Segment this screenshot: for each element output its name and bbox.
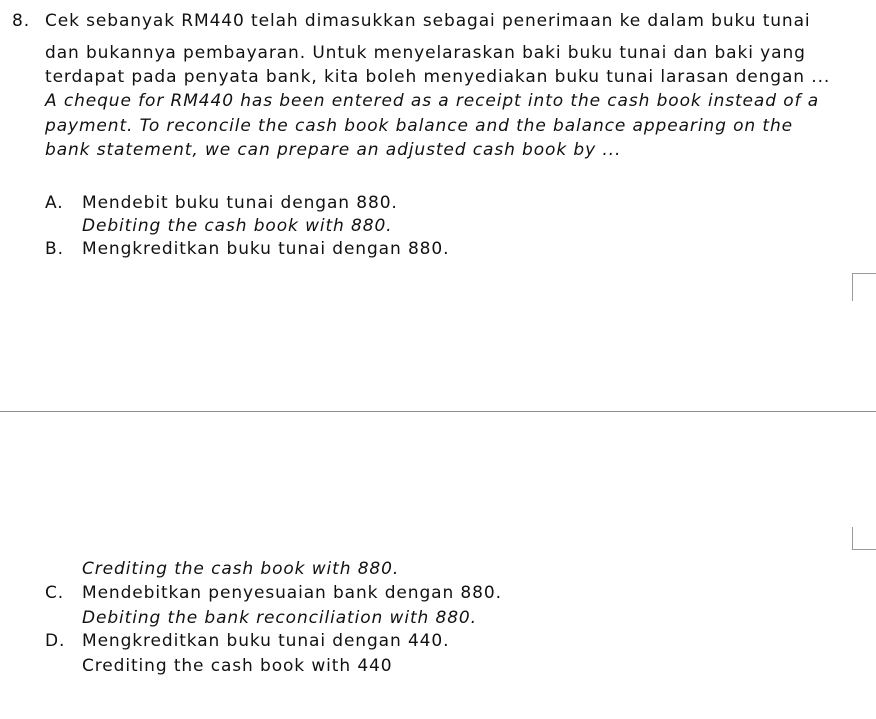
- question-malay-line-3: terdapat pada penyata bank, kita boleh menyediakan buku tunai larasan dengan ...: [45, 67, 831, 87]
- option-c-malay: Mendebitkan penyesuaian bank dengan 880.: [82, 583, 502, 603]
- option-b-malay: Mengkreditkan buku tunai dengan 880.: [82, 239, 450, 259]
- page-divider: [0, 411, 876, 412]
- question-english-line-1: A cheque for RM440 has been entered as a receipt into the cash book instead of a: [45, 91, 820, 111]
- question-malay-line-2: dan bukannya pembayaran. Untuk menyelaraskan baki buku tunai dan baki yang: [45, 43, 806, 63]
- option-b-label: B.: [45, 239, 64, 259]
- question-english-line-3: bank statement, we can prepare an adjusted cash book by ...: [45, 140, 622, 160]
- option-d-label: D.: [45, 631, 66, 651]
- question-malay-line-1: Cek sebanyak RM440 telah dimasukkan sebagai penerimaan ke dalam buku tunai: [45, 11, 811, 31]
- option-b-english: Crediting the cash book with 880.: [82, 559, 400, 579]
- page-corner-top: [852, 273, 876, 301]
- page-corner-bottom: [852, 527, 876, 550]
- option-a-english: Debiting the cash book with 880.: [82, 216, 393, 236]
- option-c-english: Debiting the bank reconciliation with 880.: [82, 608, 477, 628]
- question-number: 8.: [12, 11, 31, 31]
- question-english-line-2: payment. To reconcile the cash book balance and the balance appearing on the: [45, 116, 793, 136]
- option-c-label: C.: [45, 583, 65, 603]
- option-d-english: Crediting the cash book with 440: [82, 656, 393, 676]
- option-a-label: A.: [45, 193, 64, 213]
- option-d-malay: Mengkreditkan buku tunai dengan 440.: [82, 631, 450, 651]
- option-a-malay: Mendebit buku tunai dengan 880.: [82, 193, 398, 213]
